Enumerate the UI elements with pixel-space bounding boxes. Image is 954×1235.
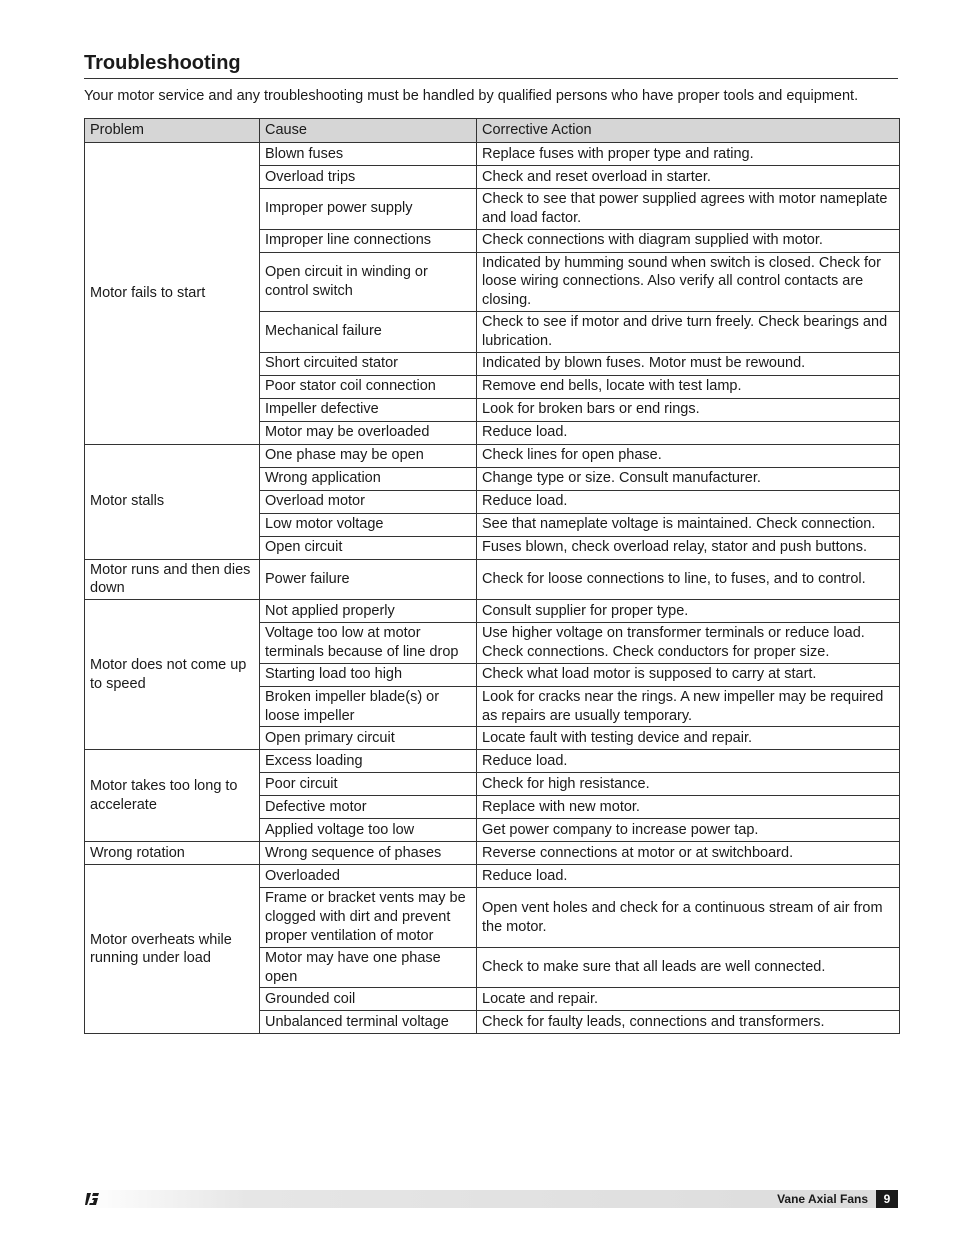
table-row <box>85 842 900 865</box>
column-header-problem: Problem <box>85 119 260 143</box>
corrective-action-cell: Consult supplier for proper type. <box>477 600 900 623</box>
problem-cell: Motor overheats while running under load <box>85 865 260 1034</box>
cause-cell: Poor circuit <box>260 773 477 796</box>
corrective-action-cell: Reduce load. <box>477 421 900 444</box>
problem-cell: Motor takes too long to accelerate <box>85 750 260 842</box>
table-row <box>85 600 900 623</box>
table-row <box>85 143 900 166</box>
cause-cell: Broken impeller blade(s) or loose impeller <box>260 686 477 727</box>
cause-cell: Short circuited stator <box>260 352 477 375</box>
cause-cell: Not applied properly <box>260 600 477 623</box>
corrective-action-cell: Check and reset overload in starter. <box>477 166 900 189</box>
cause-cell: Excess loading <box>260 750 477 773</box>
cause-cell: One phase may be open <box>260 444 477 467</box>
corrective-action-cell: Check to see that power supplied agrees with motor nameplate and load factor. <box>477 189 900 230</box>
corrective-action-cell: Remove end bells, locate with test lamp. <box>477 375 900 398</box>
corrective-action-cell: Indicated by humming sound when switch is closed. Check for loose wiring connections. Also verify all control contacts are closing. <box>477 252 900 311</box>
cause-cell: Power failure <box>260 559 477 600</box>
table-row <box>85 865 900 888</box>
footer-document-title: Vane Axial Fans <box>777 1192 868 1206</box>
problem-cell: Motor runs and then dies down <box>85 559 260 600</box>
corrective-action-cell: Reverse connections at motor or at switchboard. <box>477 842 900 865</box>
table-body <box>85 143 900 1034</box>
problem-cell: Motor fails to start <box>85 143 260 445</box>
page-title: Troubleshooting <box>84 50 898 79</box>
corrective-action-cell: Check connections with diagram supplied with motor. <box>477 229 900 252</box>
greenheck-g-logo-icon <box>84 1190 102 1208</box>
corrective-action-cell: Look for cracks near the rings. A new impeller may be required as repairs are usually temporary. <box>477 686 900 727</box>
corrective-action-cell: Locate and repair. <box>477 988 900 1011</box>
cause-cell: Unbalanced terminal voltage <box>260 1011 477 1034</box>
page-footer <box>84 1190 898 1208</box>
corrective-action-cell: Change type or size. Consult manufacturer. <box>477 467 900 490</box>
problem-cell: Wrong rotation <box>85 842 260 865</box>
cause-cell: Open circuit in winding or control switch <box>260 252 477 311</box>
problem-cell: Motor does not come up to speed <box>85 600 260 750</box>
cause-cell: Improper line connections <box>260 229 477 252</box>
cause-cell: Motor may have one phase open <box>260 947 477 988</box>
corrective-action-cell: Check what load motor is supposed to carry at start. <box>477 663 900 686</box>
corrective-action-cell: Look for broken bars or end rings. <box>477 398 900 421</box>
corrective-action-cell: Fuses blown, check overload relay, stator and push buttons. <box>477 536 900 559</box>
cause-cell: Starting load too high <box>260 663 477 686</box>
troubleshooting-table <box>84 118 900 1034</box>
corrective-action-cell: Use higher voltage on transformer terminals or reduce load. Check connections. Check conductors for proper size. <box>477 623 900 664</box>
intro-paragraph: Your motor service and any troubleshooting must be handled by qualified persons who have proper tools and equipment. <box>84 88 859 104</box>
corrective-action-cell: Open vent holes and check for a continuous stream of air from the motor. <box>477 888 900 947</box>
corrective-action-cell: Replace with new motor. <box>477 796 900 819</box>
corrective-action-cell: Check to see if motor and drive turn freely. Check bearings and lubrication. <box>477 311 900 352</box>
column-header-cause: Cause <box>260 119 477 143</box>
cause-cell: Overload trips <box>260 166 477 189</box>
cause-cell: Defective motor <box>260 796 477 819</box>
cause-cell: Applied voltage too low <box>260 819 477 842</box>
cause-cell: Overload motor <box>260 490 477 513</box>
problem-cell: Motor stalls <box>85 444 260 559</box>
table-header-row <box>85 119 900 143</box>
corrective-action-cell: Check for loose connections to line, to fuses, and to control. <box>477 559 900 600</box>
cause-cell: Poor stator coil connection <box>260 375 477 398</box>
column-header-action: Corrective Action <box>477 119 900 143</box>
corrective-action-cell: See that nameplate voltage is maintained. Check connection. <box>477 513 900 536</box>
page-number: 9 <box>876 1190 898 1208</box>
cause-cell: Grounded coil <box>260 988 477 1011</box>
cause-cell: Impeller defective <box>260 398 477 421</box>
table-row <box>85 559 900 600</box>
cause-cell: Wrong application <box>260 467 477 490</box>
cause-cell: Wrong sequence of phases <box>260 842 477 865</box>
corrective-action-cell: Reduce load. <box>477 865 900 888</box>
cause-cell: Mechanical failure <box>260 311 477 352</box>
cause-cell: Voltage too low at motor terminals because of line drop <box>260 623 477 664</box>
cause-cell: Motor may be overloaded <box>260 421 477 444</box>
corrective-action-cell: Check for high resistance. <box>477 773 900 796</box>
table-row <box>85 444 900 467</box>
corrective-action-cell: Reduce load. <box>477 750 900 773</box>
table-row <box>85 750 900 773</box>
cause-cell: Improper power supply <box>260 189 477 230</box>
corrective-action-cell: Check to make sure that all leads are well connected. <box>477 947 900 988</box>
cause-cell: Open primary circuit <box>260 727 477 750</box>
corrective-action-cell: Get power company to increase power tap. <box>477 819 900 842</box>
corrective-action-cell: Replace fuses with proper type and rating. <box>477 143 900 166</box>
cause-cell: Low motor voltage <box>260 513 477 536</box>
corrective-action-cell: Reduce load. <box>477 490 900 513</box>
corrective-action-cell: Indicated by blown fuses. Motor must be rewound. <box>477 352 900 375</box>
corrective-action-cell: Check lines for open phase. <box>477 444 900 467</box>
corrective-action-cell: Check for faulty leads, connections and transformers. <box>477 1011 900 1034</box>
page-content <box>84 50 898 1034</box>
cause-cell: Overloaded <box>260 865 477 888</box>
cause-cell: Frame or bracket vents may be clogged with dirt and prevent proper ventilation of motor <box>260 888 477 947</box>
cause-cell: Blown fuses <box>260 143 477 166</box>
cause-cell: Open circuit <box>260 536 477 559</box>
corrective-action-cell: Locate fault with testing device and repair. <box>477 727 900 750</box>
